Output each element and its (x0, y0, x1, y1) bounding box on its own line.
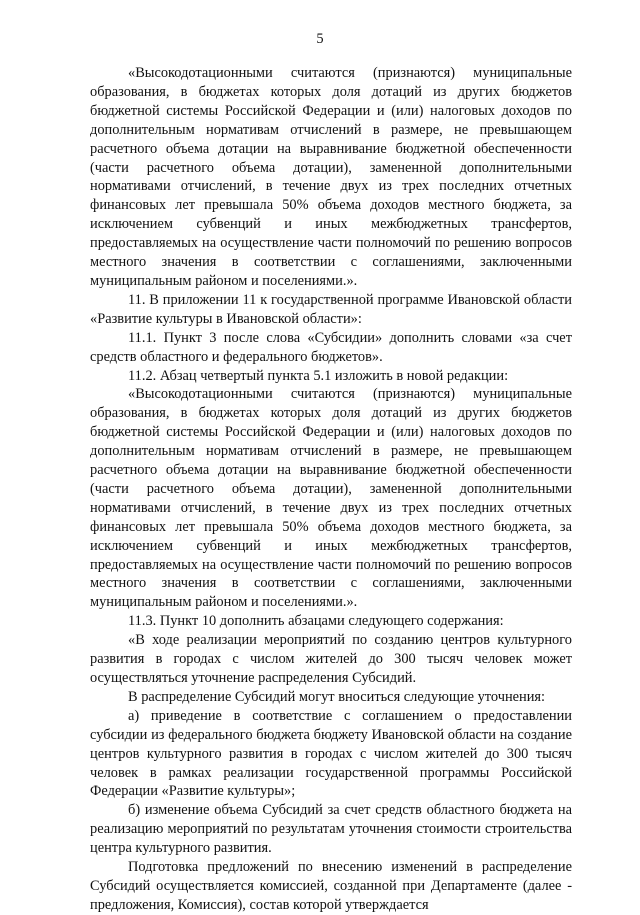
document-body (90, 64, 572, 915)
paragraph: Подготовка предложений по внесению изменений в распределение Субсидий осуществляется комиссией, созданной при Департаменте (далее - предложения, Комиссия), состав которой утверждается (90, 859, 572, 913)
paragraph: 11.3. Пункт 10 дополнить абзацами следующего содержания: (128, 613, 504, 630)
paragraph: б) изменение объема Субсидий за счет средств областного бюджета на реализацию мероприятий по результатам уточнения стоимости строительства центра культурного развития. (90, 802, 572, 857)
page-number: 5 (316, 31, 324, 47)
paragraph: а) приведение в соответствие с соглашением о предоставлении субсидии из федерального бюджета бюджету Ивановской области на создание центров культурного развития в городах с числом жителей до 300 тысяч человек в рамках реализации государственной программы Российской Федерации «Развитие культуры»; (90, 707, 572, 800)
paragraph: «В ходе реализации мероприятий по созданию центров культурного развития в городах с числом жителей до 300 тысяч человек может осуществляться уточнение распределения Субсидий. (90, 632, 572, 686)
paragraph: «Высокодотационными считаются (признаются) муниципальные образования, в бюджетах которых доля дотаций из других бюджетов бюджетной системы Российской Федерации и (или) налоговых доходов по дополнительным нормативам отчислений в размере, не превышающем расчетного объема дотации на выравнивание бюджетной обеспеченности (части расчетного объема дотации), замененной дополнительными нормативами отчислений, в течение двух из трех последних отчетных финансовых лет превышала 50% объема доходов местного бюджета, за исключением субвенций и иных межбюджетных трансфертов, предоставляемых на осуществление части полномочий по решению вопросов местного значения в соответствии с соглашениями, заключенными муниципальным районом и поселениями.». (90, 65, 572, 289)
paragraph: «Высокодотационными считаются (признаются) муниципальные образования, в бюджетах которых доля дотаций из других бюджетов бюджетной системы Российской Федерации и (или) налоговых доходов по дополнительным нормативам отчислений в размере, не превышающем расчетного объема дотации на выравнивание бюджетной обеспеченности (части расчетного объема дотации), замененной дополнительными нормативами отчислений, в течение двух из трех последних отчетных финансовых лет превышала 50% объема доходов местного бюджета, за исключением субвенций и иных межбюджетных трансфертов, предоставляемых на осуществление части полномочий по решению вопросов местного значения в соответствии с соглашениями, заключенными муниципальным районом и поселениями.». (90, 386, 572, 611)
paragraph: В распределение Субсидий могут вноситься следующие уточнения: (128, 688, 546, 705)
paragraph: 11.2. Абзац четвертый пункта 5.1 изложить в новой редакции: (128, 367, 509, 384)
paragraph: 11.1. Пункт 3 после слова «Субсидии» дополнить словами «за счет средств областного и федерального бюджетов». (90, 329, 572, 365)
paragraph: 11. В приложении 11 к государственной программе Ивановской области «Развитие культуры в Ивановской области»: (90, 291, 572, 327)
